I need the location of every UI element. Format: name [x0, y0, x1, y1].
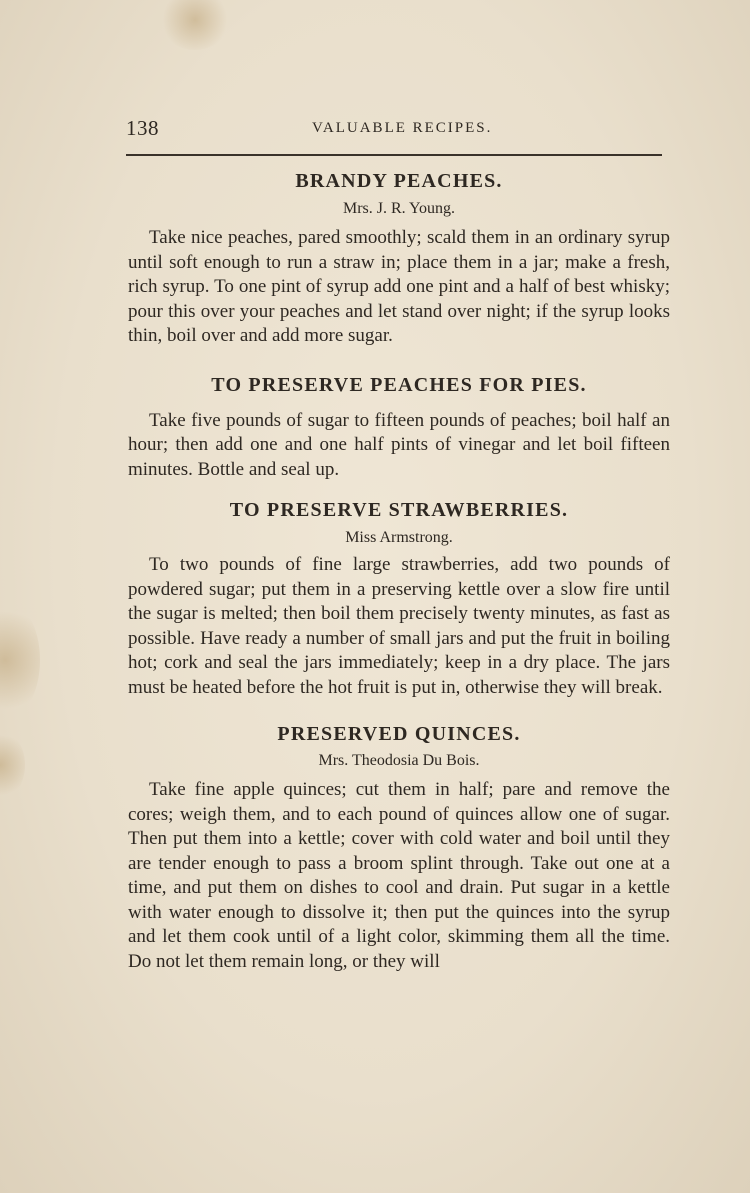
recipe-author: Mrs. Theodosia Du Bois. [318, 752, 480, 769]
page-number: 138 [126, 116, 159, 140]
paper-stain [0, 730, 25, 800]
page-content [128, 164, 670, 974]
paper-stain [160, 0, 230, 50]
recipe-body: Take five pounds of sugar to fifteen pounds of peaches; boil half an hour; then add one and one half pints of vinegar and let boil fifteen minutes. Bottle and seal up. [128, 409, 670, 480]
page-header [126, 114, 662, 144]
recipe-title: TO PRESERVE STRAWBERRIES. [229, 499, 569, 521]
recipe-title: BRANDY PEACHES. [295, 170, 503, 192]
header-rule [126, 154, 662, 156]
paper-stain [0, 600, 40, 720]
recipe-title: TO PRESERVE PEACHES FOR PIES. [211, 373, 587, 396]
recipe-body: To two pounds of fine large strawberries, add two pounds of powdered sugar; put them in a preserving kettle over a slow fire until the sugar is melted; then boil them precisely twenty minutes, as fast as possible. Have ready a number of small jars and put the fruit in boiling hot; cork and seal the jars immediately; keep in a dry place. The jars must be heated before the hot fruit is put in, otherwise they will break. [128, 554, 670, 698]
recipe-author: Mrs. J. R. Young. [342, 200, 456, 217]
recipe-body: Take fine apple quinces; cut them in half; pare and remove the cores; weigh them, and to each pound of quinces allow one of sugar. Then put them into a kettle; cover with cold water and boil until they are tender enough to pass a broom splint through. Take out one at a time, and put them on dishes to cool and drain. Put sugar in a kettle with water enough to dissolve it; then put the quinces into the syrup and let them cook until of a light color, skimming them all the time. Do not let them remain long, or they will [128, 779, 670, 972]
running-head: VALUABLE RECIPES. [312, 120, 493, 136]
recipe-title: PRESERVED QUINCES. [277, 723, 521, 745]
recipe-author: Miss Armstrong. [345, 529, 453, 546]
recipe-body: Take nice peaches, pared smoothly; scald them in an ordinary syrup until soft enough to run a straw in; place them in a jar; make a fresh, rich syrup. To one pint of syrup add one pint and a half of best whisky; pour this over your peaches and let stand over night; if the syrup looks thin, boil over and add more sugar. [128, 227, 670, 346]
